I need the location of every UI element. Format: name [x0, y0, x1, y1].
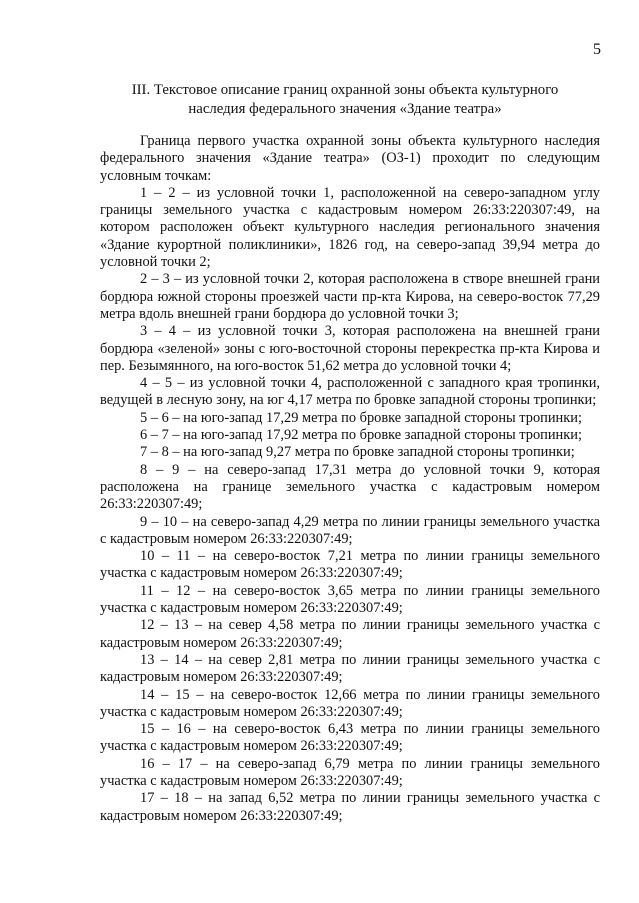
heading-line-1: III. Текстовое описание границ охранной зоны объекта культурного: [131, 82, 559, 98]
page-number: 5: [593, 41, 601, 58]
boundary-point-4-5: 4 – 5 – из условной точки 4, расположенной с западного края тропинки, ведущей в лесную зону, на юг 4,17 метра по бровке западной стороны тропинки;: [100, 375, 600, 409]
boundary-point-15-16: 15 – 16 – на северо-восток 6,43 метра по линии границы земельного участка с кадастровым номером 26:33:220307:49;: [100, 721, 600, 755]
boundary-point-17-18: 17 – 18 – на запад 6,52 метра по линии границы земельного участка с кадастровым номером 26:33:220307:49;: [100, 790, 600, 824]
boundary-point-7-8: 7 – 8 – на юго-запад 9,27 метра по бровке западной стороны тропинки;: [140, 444, 575, 461]
boundary-point-1-2: 1 – 2 – из условной точки 1, расположенной на северо-западном углу границы земельного участка с кадастровым номером 26:33:220307:49, на котором расположен объект культурного наследия регионального значения «Здание курортной поликлиники», 1826 год, на северо-запад 39,94 метра до условной точки 2;: [100, 184, 600, 271]
boundary-point-13-14: 13 – 14 – на север 2,81 метра по линии границы земельного участка с кадастровым номером 26:33:220307:49;: [100, 651, 600, 686]
boundary-point-10-11: 10 – 11 – на северо-восток 7,21 метра по линии границы земельного участка с кадастровым номером 26:33:220307:49;: [100, 548, 600, 582]
boundary-point-9-10: 9 – 10 – на северо-запад 4,29 метра по линии границы земельного участка с кадастровым номером 26:33:220307:49;: [100, 513, 600, 547]
boundary-point-3-4: 3 – 4 – из условной точки 3, которая расположена на внешней грани бордюра «зеленой» зоны с юго-восточной стороны перекрестка пр-кта Кирова и пер. Безымянного, на юго-восток 51,62 метра до условной точки 4;: [100, 323, 600, 374]
boundary-point-11-12: 11 – 12 – на северо-восток 3,65 метра по линии границы земельного участка с кадастровым номером 26:33:220307:49;: [100, 582, 600, 617]
boundary-point-5-6: 5 – 6 – на юго-запад 17,29 метра по бровке западной стороны тропинки;: [140, 409, 582, 426]
document-body: [100, 133, 600, 825]
heading-line-2: наследия федерального значения «Здание театра»: [188, 100, 502, 117]
boundary-point-14-15: 14 – 15 – на северо-восток 12,66 метра по линии границы земельного участка с кадастровым номером 26:33:220307:49;: [100, 686, 600, 720]
intro-paragraph: Граница первого участка охранной зоны объекта культурного наследия федерального значения «Здание театра» (ОЗ-1) проходит по следующим условным точкам:: [100, 133, 600, 184]
boundary-point-12-13: 12 – 13 – на север 4,58 метра по линии границы земельного участка с кадастровым номером 26:33:220307:49;: [100, 617, 600, 651]
section-heading: [100, 81, 590, 118]
boundary-point-16-17: 16 – 17 – на северо-запад 6,79 метра по линии границы земельного участка с кадастровым номером 26:33:220307:49;: [100, 755, 600, 789]
boundary-point-2-3: 2 – 3 – из условной точки 2, которая расположена в створе внешней грани бордюра южной стороны проезжей части пр-кта Кирова, на северо-восток 77,29 метра вдоль внешней грани бордюра до условной точки 3;: [100, 271, 600, 322]
boundary-point-8-9: 8 – 9 – на северо-запад 17,31 метра до условной точки 9, которая расположена на границе земельного участка с кадастровым номером 26:33:220307:49;: [100, 461, 600, 513]
boundary-point-6-7: 6 – 7 – на юго-запад 17,92 метра по бровке западной стороны тропинки;: [140, 427, 582, 444]
